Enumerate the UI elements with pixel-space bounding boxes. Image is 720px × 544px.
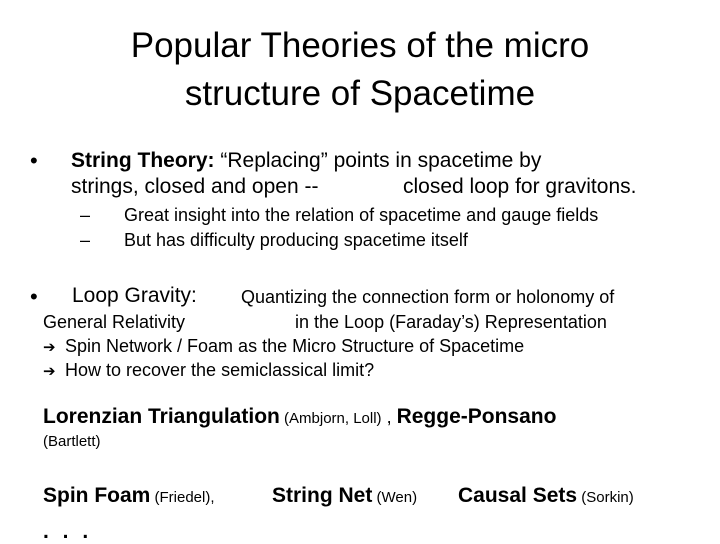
causal-sets-name: Causal Sets bbox=[458, 484, 578, 507]
spin-foam-name: Spin Foam bbox=[43, 484, 151, 507]
sub-item: But has difficulty producing spacetime itself bbox=[124, 230, 468, 250]
loop-gravity-line3 bbox=[43, 336, 524, 357]
lorenz-authors: (Ambjorn, Loll) bbox=[279, 410, 382, 427]
sub-item: Great insight into the relation of spacetime and gauge fields bbox=[124, 205, 599, 225]
loop-gravity-line4 bbox=[43, 360, 374, 381]
right-arrow-icon: ➔ bbox=[43, 363, 56, 380]
string-theory-line2b: closed loop for gravitons. bbox=[403, 175, 637, 198]
spin-foam-line bbox=[43, 484, 215, 508]
regge-authors: (Bartlett) bbox=[43, 433, 101, 450]
string-theory-text1: “Replacing” points in spacetime by bbox=[214, 149, 542, 172]
bullet-marker: • bbox=[30, 284, 38, 309]
string-net-name: String Net bbox=[272, 484, 373, 507]
causal-sets-authors: (Sorkin) bbox=[577, 489, 634, 506]
sub-marker: – bbox=[80, 205, 91, 225]
lorenz-name: Lorenzian Triangulation bbox=[43, 405, 280, 428]
lorenz-separator: , bbox=[381, 407, 397, 427]
causal-sets-group bbox=[458, 484, 634, 508]
semiclassical-text: How to recover the semiclassical limit? bbox=[65, 360, 375, 380]
string-theory-label: String Theory: bbox=[71, 149, 215, 172]
string-theory-line2a: strings, closed and open -- bbox=[71, 175, 319, 198]
sub-marker: – bbox=[80, 230, 91, 250]
bullet-marker: • bbox=[30, 148, 38, 173]
trailing-ellipsis: . . . bbox=[43, 520, 93, 543]
loop-gravity-label: Loop Gravity: bbox=[72, 284, 197, 307]
spin-foam-authors: (Friedel), bbox=[150, 489, 215, 506]
loop-gravity-text1: Quantizing the connection form or holonomy of bbox=[241, 287, 615, 307]
loop-gravity-line2a: General Relativity bbox=[43, 312, 186, 332]
string-net-group bbox=[272, 484, 417, 508]
lorenz-line bbox=[43, 405, 556, 429]
right-arrow-icon: ➔ bbox=[43, 339, 56, 356]
regge-name: Regge-Ponsano bbox=[396, 405, 557, 428]
slide-title-line2: structure of Spacetime bbox=[184, 74, 536, 113]
string-theory-line1 bbox=[71, 149, 541, 173]
string-net-authors: (Wen) bbox=[372, 489, 418, 506]
spin-network-text: Spin Network / Foam as the Micro Structure of Spacetime bbox=[65, 336, 525, 356]
slide-title-line1: Popular Theories of the micro bbox=[130, 26, 590, 65]
loop-gravity-line2b: in the Loop (Faraday’s) Representation bbox=[295, 312, 607, 332]
